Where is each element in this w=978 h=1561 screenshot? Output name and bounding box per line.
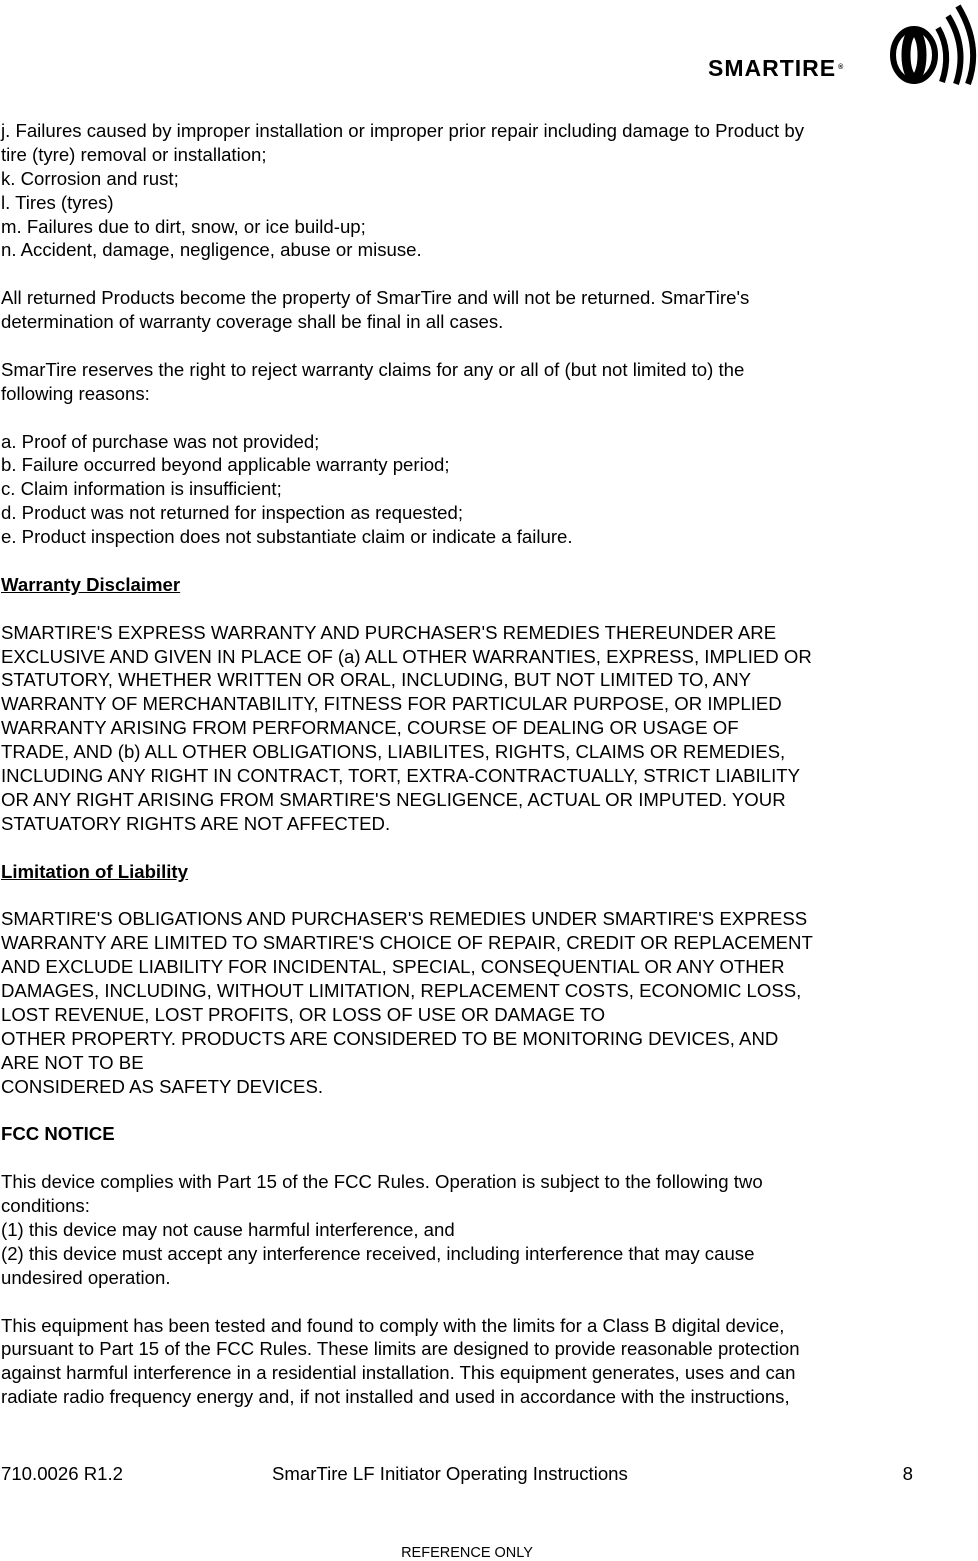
- text-line: CONSIDERED AS SAFETY DEVICES.: [1, 1075, 324, 1097]
- section-heading: [1, 860, 961, 884]
- tire-waves-icon: [878, 0, 978, 88]
- text-line: undesired operation.: [1, 1266, 171, 1288]
- page-footer: [1, 1462, 913, 1486]
- logo-wordmark: SMARTIRE ®: [708, 55, 845, 81]
- text-line: n. Accident, damage, negligence, abuse or misuse.: [1, 239, 422, 261]
- text-line: tire (tyre) removal or installation;: [1, 143, 267, 165]
- text-line: OTHER PROPERTY. PRODUCTS ARE CONSIDERED TO BE MONITORING DEVICES, AND: [1, 1027, 779, 1049]
- text-line: AND EXCLUDE LIABILITY FOR INCIDENTAL, SPECIAL, CONSEQUENTIAL OR ANY OTHER: [1, 956, 785, 978]
- text-line: TRADE, AND (b) ALL OTHER OBLIGATIONS, LIABILITES, RIGHTS, CLAIMS OR REMEDIES,: [1, 741, 786, 763]
- paragraph-gap: [1, 262, 961, 286]
- paragraph: [1, 1314, 961, 1410]
- paragraph: [1, 621, 961, 836]
- text-line: determination of warranty coverage shall be final in all cases.: [1, 311, 504, 333]
- text-line: Warranty Disclaimer: [1, 573, 181, 595]
- text-line: d. Product was not returned for inspection as requested;: [1, 502, 464, 524]
- text-line: pursuant to Part 15 of the FCC Rules. These limits are designed to provide reasonable protection: [1, 1338, 800, 1360]
- text-line: a. Proof of purchase was not provided;: [1, 430, 320, 452]
- text-line: STATUTORY, WHETHER WRITTEN OR ORAL, INCLUDING, BUT NOT LIMITED TO, ANY: [1, 669, 752, 691]
- paragraph-gap: [1, 836, 961, 860]
- text-line: SMARTIRE'S OBLIGATIONS AND PURCHASER'S REMEDIES UNDER SMARTIRE'S EXPRESS: [1, 908, 808, 930]
- section-heading: [1, 573, 961, 597]
- text-line: m. Failures due to dirt, snow, or ice build-up;: [1, 215, 366, 237]
- paragraph-gap: [1, 1290, 961, 1314]
- reference-note: REFERENCE ONLY: [401, 1545, 533, 1561]
- text-line: c. Claim information is insufficient;: [1, 478, 282, 500]
- text-line: (1) this device may not cause harmful interference, and: [1, 1218, 455, 1240]
- text-line: INCLUDING ANY RIGHT IN CONTRACT, TORT, EXTRA-CONTRACTUALLY, STRICT LIABILITY: [1, 765, 800, 787]
- text-line: WARRANTY ARE LIMITED TO SMARTIRE'S CHOICE OF REPAIR, CREDIT OR REPLACEMENT: [1, 932, 813, 954]
- text-line: l. Tires (tyres): [1, 191, 114, 213]
- paragraph: [1, 286, 961, 334]
- paragraph-gap: [1, 406, 961, 430]
- paragraph-gap: [1, 334, 961, 358]
- text-line: This device complies with Part 15 of the FCC Rules. Operation is subject to the following two: [1, 1171, 763, 1193]
- paragraph: [1, 430, 961, 549]
- text-line: This equipment has been tested and found to comply with the limits for a Class B digital device,: [1, 1314, 785, 1336]
- text-line: j. Failures caused by improper installation or improper prior repair including damage to Product by: [1, 120, 805, 141]
- text-line: k. Corrosion and rust;: [1, 167, 179, 189]
- text-line: WARRANTY ARISING FROM PERFORMANCE, COURSE OF DEALING OR USAGE OF: [1, 717, 739, 739]
- text-line: conditions:: [1, 1195, 90, 1217]
- paragraph: [1, 119, 961, 262]
- text-line: DAMAGES, INCLUDING, WITHOUT LIMITATION, REPLACEMENT COSTS, ECONOMIC LOSS,: [1, 980, 802, 1002]
- text-line: following reasons:: [1, 382, 150, 404]
- paragraph-gap: [1, 884, 961, 908]
- text-line: (2) this device must accept any interference received, including interference that may cause: [1, 1242, 755, 1264]
- section-heading: [1, 1122, 961, 1146]
- text-line: All returned Products become the property of SmarTire and will not be returned. SmarTire's: [1, 287, 750, 309]
- paragraph: [1, 358, 961, 406]
- paragraph-gap: [1, 597, 961, 621]
- paragraph: [1, 1170, 961, 1289]
- paragraph: [1, 907, 961, 1098]
- text-line: e. Product inspection does not substantiate claim or indicate a failure.: [1, 526, 573, 548]
- smartire-logo: [708, 0, 978, 90]
- doc-number: 710.0026 R1.2: [1, 1463, 123, 1484]
- text-line: SmarTire reserves the right to reject warranty claims for any or all of (but not limited to) the: [1, 358, 745, 380]
- text-line: b. Failure occurred beyond applicable warranty period;: [1, 454, 450, 476]
- text-line: LOST REVENUE, LOST PROFITS, OR LOSS OF USE OR DAMAGE TO: [1, 1003, 606, 1025]
- text-line: EXCLUSIVE AND GIVEN IN PLACE OF (a) ALL OTHER WARRANTIES, EXPRESS, IMPLIED OR: [1, 645, 812, 667]
- paragraph-gap: [1, 549, 961, 573]
- text-line: WARRANTY OF MERCHANTABILITY, FITNESS FOR PARTICULAR PURPOSE, OR IMPLIED: [1, 693, 782, 715]
- text-line: radiate radio frequency energy and, if not installed and used in accordance with the instructions,: [1, 1386, 790, 1408]
- page-number: 8: [902, 1463, 913, 1484]
- text-line: ARE NOT TO BE: [1, 1051, 144, 1073]
- text-line: SMARTIRE'S EXPRESS WARRANTY AND PURCHASER'S REMEDIES THEREUNDER ARE: [1, 621, 777, 643]
- doc-title: SmarTire LF Initiator Operating Instructions: [272, 1463, 628, 1484]
- text-line: STATUATORY RIGHTS ARE NOT AFFECTED.: [1, 812, 391, 834]
- paragraph-gap: [1, 1099, 961, 1123]
- text-line: against harmful interference in a residential installation. This equipment generates, uses and can: [1, 1362, 796, 1384]
- text-line: FCC NOTICE: [1, 1123, 115, 1145]
- paragraph-gap: [1, 1146, 961, 1170]
- document-body: [1, 119, 961, 1409]
- text-line: OR ANY RIGHT ARISING FROM SMARTIRE'S NEGLIGENCE, ACTUAL OR IMPUTED. YOUR: [1, 788, 786, 810]
- text-line: Limitation of Liability: [1, 860, 188, 882]
